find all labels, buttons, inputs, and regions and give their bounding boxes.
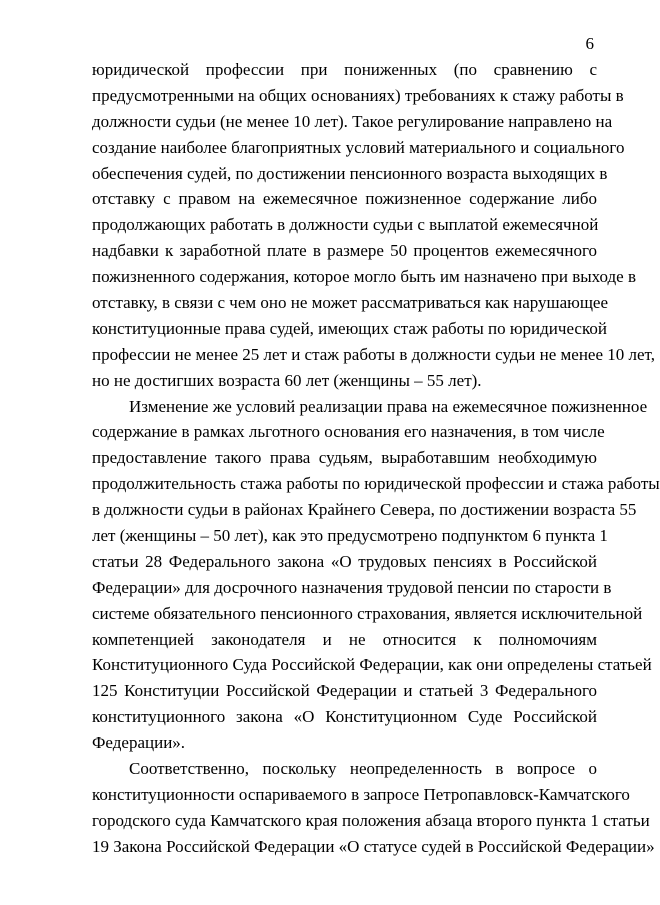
text-line: содержание в рамках льготного основания его назначения, в том числе [92, 422, 605, 442]
text-line: 125 Конституции Российской Федерации и статьей 3 Федерального [92, 681, 597, 701]
text-line: профессии не менее 25 лет и стаж работы в должности судьи не менее 10 лет, [92, 344, 655, 364]
paragraph-3 [92, 756, 655, 860]
text-line: в должности судьи в районах Крайнего Севера, по достижении возраста 55 [92, 500, 637, 520]
text-line: но не достигших возраста 60 лет (женщины – 55 лет). [92, 370, 482, 390]
text-line: отставку, в связи с чем оно не может рассматриваться как нарушающее [92, 293, 609, 313]
paragraph-2 [92, 394, 660, 756]
text-line: обеспечения судей, по достижении пенсионного возраста выходящих в [92, 163, 608, 183]
text-line: компетенцией законодателя и не относится к полномочиям [92, 629, 597, 649]
text-line: статьи 28 Федерального закона «О трудовых пенсиях в Российской [92, 551, 597, 571]
text-line: юридической профессии при пониженных (по сравнению с [92, 60, 597, 79]
page-number: 6 [585, 34, 594, 53]
text-line: 19 Закона Российской Федерации «О статусе судей в Российской Федерации» [92, 836, 655, 856]
text-line: Соответственно, поскольку неопределенность в вопросе о [129, 759, 597, 779]
text-line: Федерации» для досрочного назначения трудовой пенсии по старости в [92, 577, 612, 597]
text-line: должности судьи (не менее 10 лет). Такое регулирование направлено на [92, 111, 613, 131]
text-line: создание наиболее благоприятных условий материального и социального [92, 137, 625, 157]
text-line: продолжительность стажа работы по юридической профессии и стажа работы [92, 474, 660, 494]
text-line: надбавки к заработной плате в размере 50 процентов ежемесячного [92, 241, 597, 261]
text-line: конституционности оспариваемого в запросе Петропавловск-Камчатского [92, 784, 630, 804]
text-line: пожизненного содержания, которое могло быть им назначено при выходе в [92, 267, 637, 287]
text-line: Изменение же условий реализации права на ежемесячное пожизненное [129, 396, 648, 416]
text-line: предусмотренными на общих основаниях) требованиях к стажу работы в [92, 85, 624, 105]
text-line: предоставление такого права судьям, выработавшим необходимую [92, 448, 597, 468]
text-line: системе обязательного пенсионного страхования, является исключительной [92, 603, 643, 623]
text-line: продолжающих работать в должности судьи с выплатой ежемесячной [92, 215, 599, 235]
text-line: конституционные права судей, имеющих стаж работы по юридической [92, 318, 607, 338]
text-line: конституционного закона «О Конституционном Суде Российской [92, 707, 597, 727]
text-line: городского суда Камчатского края положения абзаца второго пункта 1 статьи [92, 810, 650, 830]
paragraph-1 [92, 57, 655, 394]
text-line: Конституционного Суда Российской Федерации, как они определены статьей [92, 655, 652, 675]
text-line: лет (женщины – 50 лет), как это предусмотрено подпунктом 6 пункта 1 [92, 526, 608, 546]
document-body [92, 57, 660, 860]
text-line: Федерации». [92, 733, 186, 753]
text-line: отставку с правом на ежемесячное пожизненное содержание либо [92, 189, 597, 209]
